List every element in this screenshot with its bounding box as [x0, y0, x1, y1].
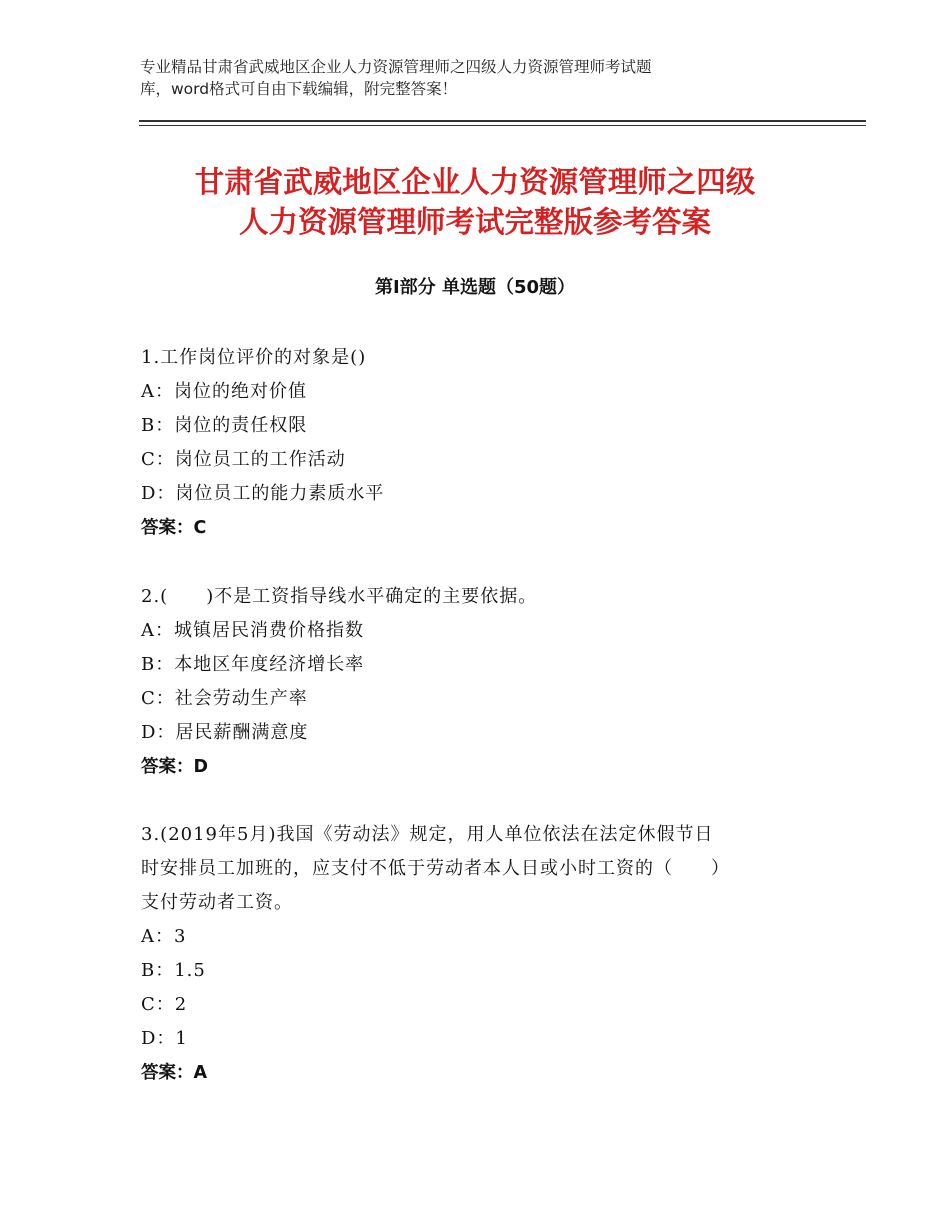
option-b: B：1.5 — [141, 960, 206, 981]
header-divider — [139, 125, 866, 126]
header-note — [140, 56, 780, 100]
option-c: C：2 — [141, 994, 188, 1015]
option-b: B：岗位的责任权限 — [141, 415, 308, 436]
question-item — [141, 580, 821, 784]
answer-label: 答案：D — [141, 757, 209, 777]
question-stem: 2.( )不是工资指导线水平确定的主要依据。 — [141, 586, 538, 607]
question-stem: 1.工作岗位评价的对象是() — [141, 347, 367, 368]
option-a: A：3 — [141, 926, 187, 947]
option-c: C：社会劳动生产率 — [141, 688, 308, 709]
section-heading: 第Ⅰ部分 单选题（50题） — [374, 277, 575, 298]
option-a: A：岗位的绝对价值 — [141, 381, 307, 402]
option-a: A：城镇居民消费价格指数 — [141, 620, 364, 641]
option-d: D：岗位员工的能力素质水平 — [141, 483, 385, 504]
title-line: 甘肃省武威地区企业人力资源管理师之四级 — [194, 165, 756, 199]
option-d: D：居民薪酬满意度 — [141, 722, 309, 743]
answer-label: 答案：C — [141, 518, 207, 538]
question-item — [141, 341, 821, 545]
title-line: 人力资源管理师考试完整版参考答案 — [238, 205, 711, 239]
document-title — [100, 162, 850, 242]
option-d: D：1 — [141, 1028, 188, 1049]
answer-label: 答案：A — [141, 1063, 208, 1083]
header-note-line: 专业精品甘肃省武威地区企业人力资源管理师之四级人力资源管理师考试题 — [140, 58, 652, 76]
option-b: B：本地区年度经济增长率 — [141, 654, 365, 675]
question-stem-line: 3.(2019年5月)我国《劳动法》规定，用人单位依法在法定休假节日 — [141, 824, 714, 845]
question-stem-line: 支付劳动者工资。 — [141, 892, 293, 913]
question-stem-line: 时安排员工加班的，应支付不低于劳动者本人日或小时工资的（ ） — [141, 858, 730, 879]
option-c: C：岗位员工的工作活动 — [141, 449, 346, 470]
header-divider — [139, 120, 866, 122]
header-note-line: 库，word格式可自由下载编辑，附完整答案！ — [140, 80, 458, 98]
question-item — [141, 818, 821, 1090]
